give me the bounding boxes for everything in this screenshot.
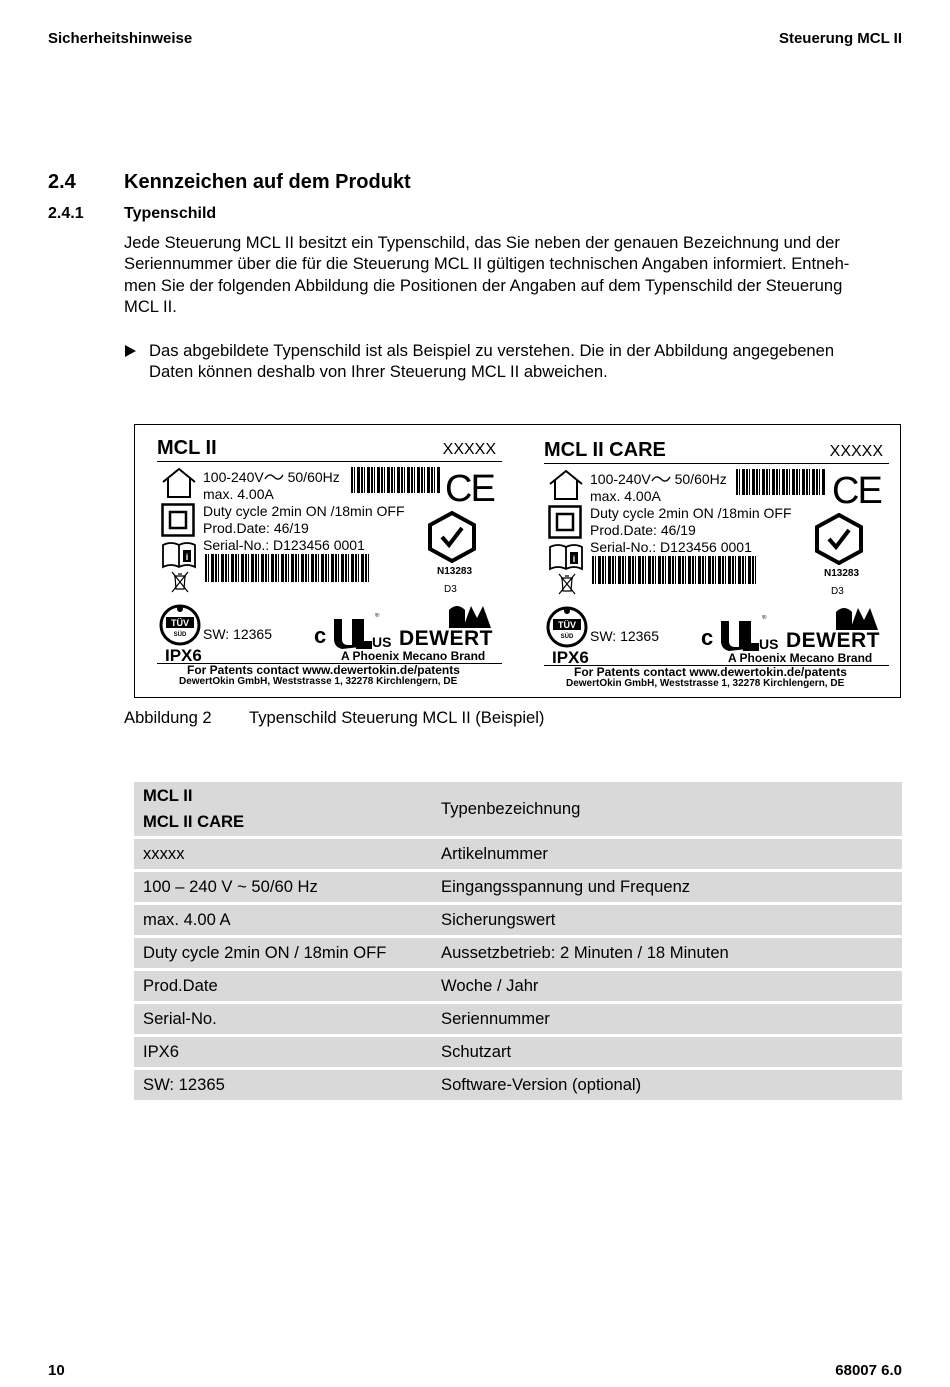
- label-d3: D3: [831, 586, 844, 597]
- ul-us-text: US: [759, 636, 779, 652]
- article-barcode: [351, 467, 441, 493]
- label-address: DewertOkin GmbH, Weststrasse 1, 32278 Kirchlengern, DE: [566, 678, 845, 689]
- section-number: 2.4: [48, 171, 76, 193]
- type-plate-legend-table: [134, 779, 902, 1103]
- table-cell: 100 – 240 V ~ 50/60 Hz: [134, 872, 432, 902]
- protection-class-icon: [548, 505, 582, 539]
- table-cell: Serial-No.: [134, 1004, 432, 1034]
- subsection-number: 2.4.1: [48, 205, 84, 222]
- label-product-name: MCL II: [157, 437, 217, 459]
- table-cell: IPX6: [134, 1037, 432, 1067]
- header-document-title: Steuerung MCL II: [778, 30, 902, 47]
- table-cell: Duty cycle 2min ON / 18min OFF: [134, 938, 432, 968]
- table-row: [134, 1070, 902, 1100]
- table-cell: Artikelnummer: [432, 839, 902, 869]
- rcm-mark-icon: [426, 511, 478, 563]
- table-cell: Woche / Jahr: [432, 971, 902, 1001]
- house-icon: [161, 467, 197, 499]
- cul-us-mark-icon: [701, 615, 785, 655]
- label-divider: [157, 461, 502, 462]
- manual-icon: [161, 541, 197, 569]
- label-software-version: SW: 12365: [590, 628, 660, 644]
- table-cell: Typenbezeichnung: [432, 782, 902, 836]
- tuv-text: TÜV: [171, 618, 189, 628]
- ce-mark: CE: [445, 468, 494, 510]
- header-section-title: Sicherheitshinweise: [48, 30, 193, 47]
- label-current: max. 4.00A: [590, 488, 661, 504]
- label-duty-cycle: Duty cycle 2min ON /18min OFF: [203, 503, 405, 519]
- dewert-logo-icon: [834, 604, 880, 630]
- figure-caption: [124, 708, 544, 728]
- label-brand-subtitle: A Phoenix Mecano Brand: [728, 651, 873, 665]
- note-line: Das abgebildete Typenschild ist als Beispiel zu verstehen. Die in der Abbildung angegebenen: [149, 341, 835, 360]
- ul-us-text: US: [372, 634, 392, 650]
- table-cell: Aussetzbetrieb: 2 Minuten / 18 Minuten: [432, 938, 902, 968]
- section-title: Kennzeichen auf dem Produkt: [124, 171, 411, 193]
- label-duty-cycle: Duty cycle 2min ON /18min OFF: [590, 505, 792, 521]
- table-row: [134, 872, 902, 902]
- serial-barcode: [592, 556, 756, 584]
- table-row: [134, 905, 902, 935]
- table-row: [134, 971, 902, 1001]
- label-voltage: 100-240V: [590, 471, 651, 487]
- label-serial: Serial-No.: D123456 0001: [590, 539, 752, 555]
- label-divider: [544, 463, 889, 464]
- ce-mark: CE: [832, 470, 881, 512]
- label-brand-subtitle: A Phoenix Mecano Brand: [341, 649, 486, 663]
- svg-text:®: ®: [375, 613, 380, 619]
- label-article-code: XXXXX: [442, 441, 496, 458]
- note-bullet: [124, 340, 909, 383]
- type-plate-figure: [134, 424, 901, 698]
- manual-icon: [548, 543, 584, 571]
- article-barcode: [736, 469, 826, 495]
- section-heading: [48, 171, 411, 194]
- paragraph-line: Jede Steuerung MCL II besitzt ein Typenschild, das Sie neben der genauen Bezeichnung und der: [124, 233, 840, 252]
- table-row: [134, 1004, 902, 1034]
- house-icon: [548, 469, 584, 501]
- document-number: 68007 6.0: [835, 1362, 902, 1379]
- label-serial: Serial-No.: D123456 0001: [203, 537, 365, 553]
- page-number: 10: [48, 1362, 65, 1379]
- table-row: [134, 938, 902, 968]
- table-cell: Eingangsspannung und Frequenz: [432, 872, 902, 902]
- label-patents: For Patents contact www.dewertokin.de/patents: [574, 665, 847, 679]
- label-product-name: MCL II CARE: [544, 439, 666, 461]
- product-name: MCL II: [143, 786, 193, 805]
- product-name: MCL II CARE: [143, 812, 245, 831]
- rcm-mark-icon: [813, 513, 865, 565]
- label-frequency: 50/60Hz: [287, 469, 340, 485]
- ul-c-text: c: [314, 623, 327, 648]
- weee-bin-icon: [558, 573, 576, 595]
- table-cell: SW: 12365: [134, 1070, 432, 1100]
- figure-caption-text: Typenschild Steuerung MCL II (Beispiel): [249, 708, 545, 727]
- dewert-logo-icon: [447, 602, 493, 628]
- label-prod-date: Prod.Date: 46/19: [590, 522, 696, 538]
- label-ipx: IPX6: [165, 646, 202, 665]
- svg-text:®: ®: [762, 615, 767, 621]
- protection-class-icon: [161, 503, 195, 537]
- weee-bin-icon: [171, 571, 189, 593]
- label-address: DewertOkin GmbH, Weststrasse 1, 32278 Kirchlengern, DE: [179, 676, 458, 687]
- sud-text: SÜD: [560, 634, 574, 640]
- rcm-code: N13283: [824, 568, 860, 579]
- table-cell: [134, 782, 432, 836]
- label-brand: DEWERT: [399, 627, 493, 650]
- label-d3: D3: [444, 584, 457, 595]
- type-plate-label: [157, 437, 502, 693]
- type-plate-label: [544, 439, 889, 695]
- table-cell: Seriennummer: [432, 1004, 902, 1034]
- subsection-title: Typenschild: [124, 205, 217, 222]
- note-line: Daten können deshalb von Ihrer Steuerung MCL II abweichen.: [149, 362, 608, 382]
- cul-us-mark-icon: [314, 613, 398, 653]
- alternating-current-icon: [264, 472, 284, 482]
- ul-c-text: c: [701, 625, 714, 650]
- tuv-sud-icon: [546, 606, 588, 648]
- paragraph-line: men Sie der folgenden Abbildung die Positionen der Angaben auf dem Typenschild der Steuerung: [124, 275, 843, 295]
- label-prod-date: Prod.Date: 46/19: [203, 520, 309, 536]
- label-brand: DEWERT: [786, 629, 880, 652]
- sud-text: SÜD: [173, 632, 187, 638]
- table-cell: Software-Version (optional): [432, 1070, 902, 1100]
- rcm-code: N13283: [437, 566, 473, 577]
- triangle-bullet-icon: [125, 345, 136, 357]
- label-patents: For Patents contact www.dewertokin.de/patents: [187, 663, 460, 677]
- svg-text:i: i: [185, 552, 189, 562]
- figure-number: Abbildung 2: [124, 708, 212, 727]
- table-row: [134, 1037, 902, 1067]
- tuv-text: TÜV: [558, 620, 576, 630]
- table-cell: max. 4.00 A: [134, 905, 432, 935]
- label-software-version: SW: 12365: [203, 626, 273, 642]
- svg-text:i: i: [572, 554, 576, 564]
- table-row: [134, 782, 902, 836]
- paragraph-line: MCL II.: [124, 297, 177, 317]
- subsection-heading: [48, 205, 216, 223]
- paragraph-line: Seriennummer über die für die Steuerung MCL II gültigen technischen Angaben informiert. Entneh-: [124, 254, 850, 274]
- intro-paragraph: [124, 232, 909, 318]
- alternating-current-icon: [651, 474, 671, 484]
- label-voltage: 100-240V: [203, 469, 264, 485]
- tuv-sud-icon: [159, 604, 201, 646]
- label-frequency: 50/60Hz: [674, 471, 727, 487]
- table-cell: Prod.Date: [134, 971, 432, 1001]
- table-cell: Sicherungswert: [432, 905, 902, 935]
- serial-barcode: [205, 554, 369, 582]
- table-row: [134, 839, 902, 869]
- label-ipx: IPX6: [552, 648, 589, 667]
- table-cell: Schutzart: [432, 1037, 902, 1067]
- label-article-code: XXXXX: [829, 443, 883, 460]
- table-cell: xxxxx: [134, 839, 432, 869]
- label-current: max. 4.00A: [203, 486, 274, 502]
